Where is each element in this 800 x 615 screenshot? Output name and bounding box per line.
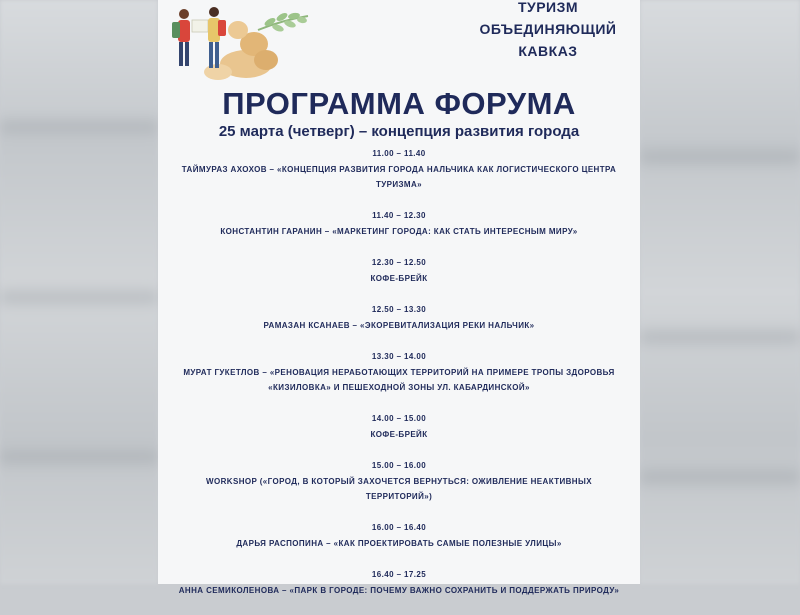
item-description: КОФЕ-БРЕЙК (370, 274, 428, 283)
program-item (172, 412, 626, 442)
item-time: 16.40 – 17.25 (371, 570, 427, 579)
item-time: 12.30 – 12.50 (371, 258, 427, 267)
forum-brand (448, 0, 648, 62)
program-poster (158, 0, 640, 595)
item-time: 15.00 – 16.00 (371, 461, 427, 470)
program-item (172, 521, 626, 551)
item-description: МУРАТ ГУКЕТЛОВ – «РЕНОВАЦИЯ НЕРАБОТАЮЩИХ ТЕРРИТОРИЙ НА ПРИМЕРЕ ТРОПЫ ЗДОРОВЬЯ «КИЗИЛОВКА» И ПЕШЕХОДНОЙ ЗОНЫ УЛ. КАБАРДИНСКОЙ» (183, 368, 615, 392)
program-item (172, 350, 626, 395)
item-time: 11.40 – 12.30 (372, 211, 426, 220)
item-time: 16.00 – 16.40 (371, 523, 427, 532)
item-time: 11.00 – 11.40 (372, 149, 426, 158)
program-item (172, 303, 626, 333)
brand-line: ОБЪЕДИНЯЮЩИЙ (479, 21, 617, 37)
item-description: КОНСТАНТИН ГАРАНИН – «МАРКЕТИНГ ГОРОДА: КАК СТАТЬ ИНТЕРЕСНЫМ МИРУ» (220, 227, 578, 236)
item-description: АННА СЕМИКОЛЕНОВА – «ПАРК В ГОРОДЕ: ПОЧЕМУ ВАЖНО СОХРАНИТЬ И ПОДДЕРЖАТЬ ПРИРОДУ» (178, 586, 620, 595)
program-item (172, 459, 626, 504)
item-description: ТАЙМУРАЗ АХОХОВ – «КОНЦЕПЦИЯ РАЗВИТИЯ ГОРОДА НАЛЬЧИКА КАК ЛОГИСТИЧЕСКОГО ЦЕНТРА ТУРИЗМА» (181, 165, 617, 189)
hikers-illustration (158, 0, 318, 82)
item-description: КОФЕ-БРЕЙК (370, 430, 428, 439)
brand-line: КАВКАЗ (518, 43, 578, 59)
program-item (172, 256, 626, 286)
program-item (172, 568, 626, 598)
blurred-background-left (0, 0, 158, 584)
item-time: 14.00 – 15.00 (371, 414, 427, 423)
item-description: ДАРЬЯ РАСПОПИНА – «КАК ПРОЕКТИРОВАТЬ САМЫЕ ПОЛЕЗНЫЕ УЛИЦЫ» (236, 539, 562, 548)
brand-line: ТУРИЗМ (517, 0, 579, 15)
program-list (172, 147, 626, 615)
program-item (172, 147, 626, 192)
page-title: ПРОГРАММА ФОРУМА (222, 86, 576, 121)
item-time: 13.30 – 14.00 (371, 352, 427, 361)
item-time: 12.50 – 13.30 (371, 305, 427, 314)
item-description: WORKSHOP («ГОРОД, В КОТОРЫЙ ЗАХОЧЕТСЯ ВЕРНУТЬСЯ: ОЖИВЛЕНИЕ НЕАКТИВНЫХ ТЕРРИТОРИЙ») (206, 477, 592, 501)
blurred-background-right (640, 0, 800, 584)
item-description: РАМАЗАН КСАНАЕВ – «ЭКОРЕВИТАЛИЗАЦИЯ РЕКИ НАЛЬЧИК» (263, 321, 535, 330)
program-item (172, 209, 626, 239)
day-subtitle: 25 марта (четверг) – концепция развития города (218, 123, 580, 140)
